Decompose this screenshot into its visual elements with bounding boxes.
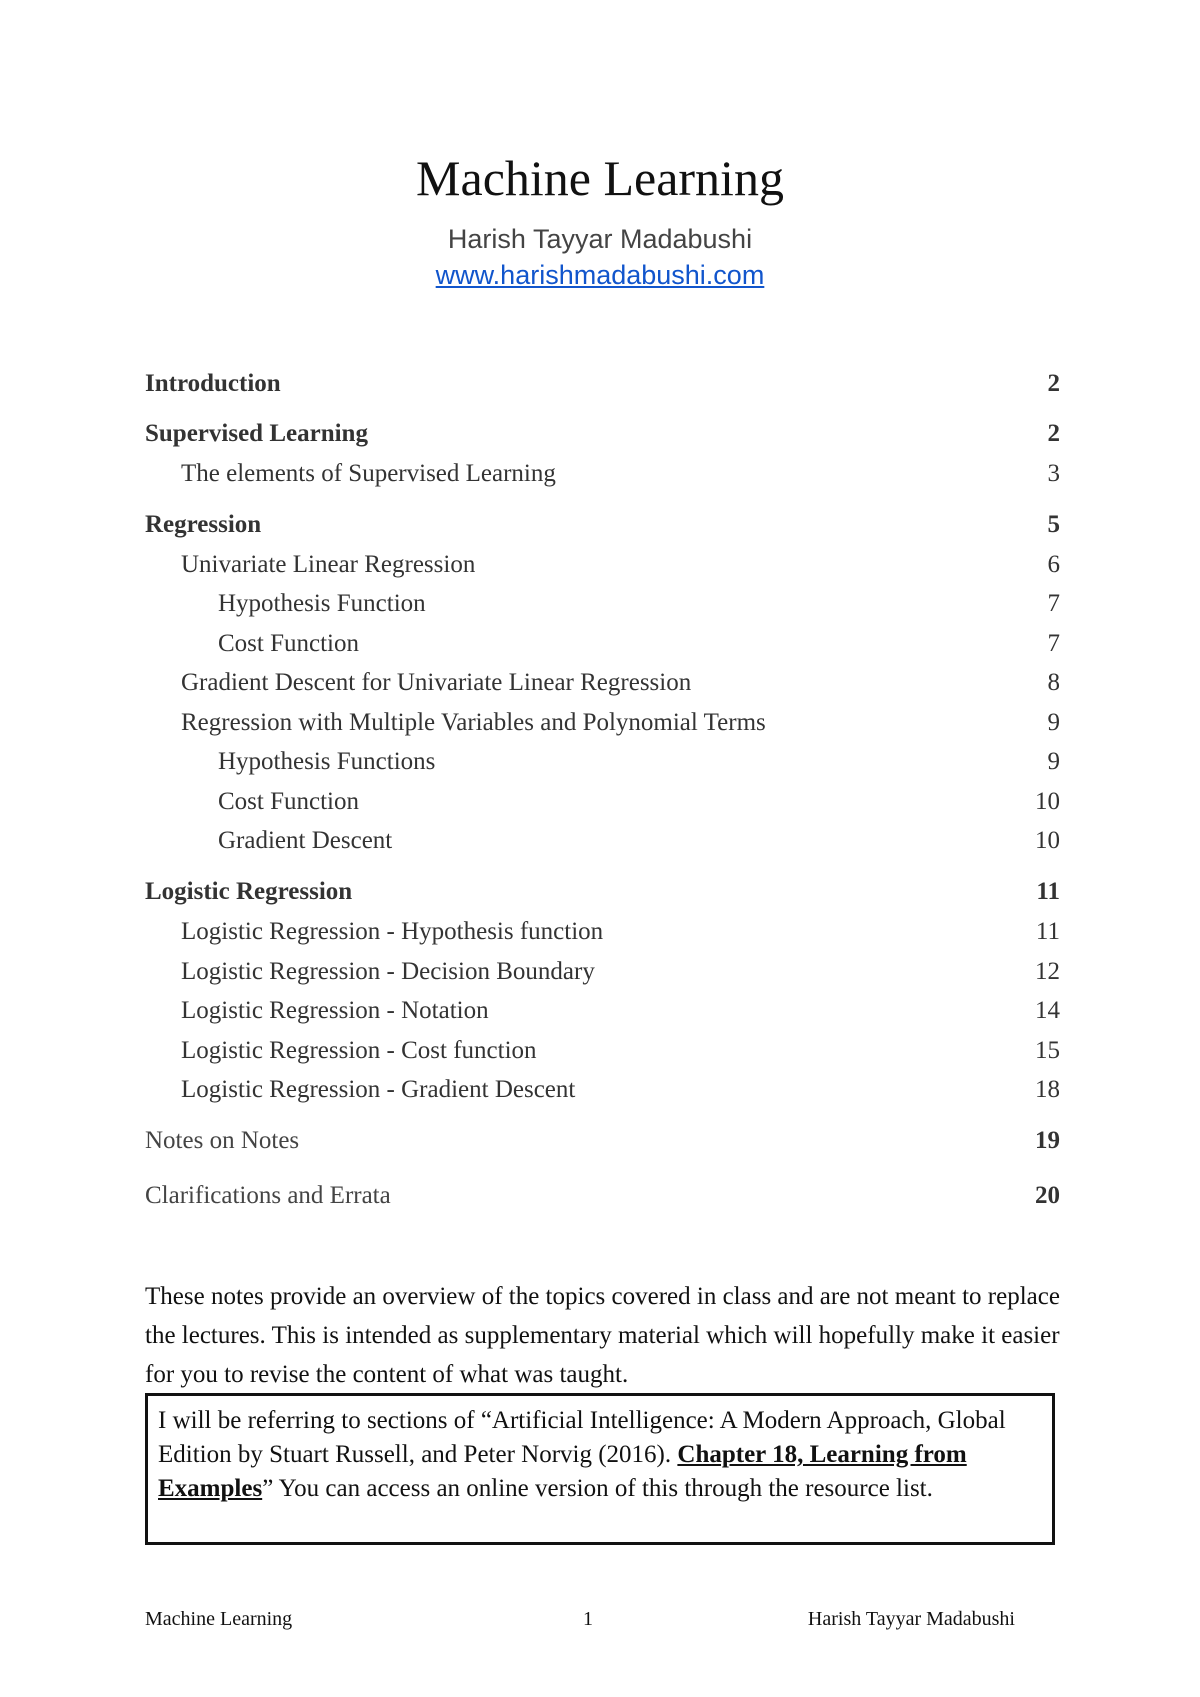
footer-page-number: 1 xyxy=(583,1608,593,1630)
intro-paragraph: These notes provide an overview of the topics covered in class and are not meant to replace the lectures. This is intended as supplementary material which will hopefully make it easier for you to revise the content of what was taught. xyxy=(145,1283,1060,1388)
toc-entry-page: 10 xyxy=(1035,788,1060,815)
chapter-link[interactable]: Chapter 18, Learning from Examples xyxy=(158,1441,967,1502)
toc-entry-page: 20 xyxy=(1035,1182,1060,1209)
toc-entry-page: 18 xyxy=(1035,1076,1060,1103)
toc-entry-logistic-decision-boundary[interactable] xyxy=(145,955,1060,989)
toc-entry-supervised-learning[interactable] xyxy=(145,417,1060,451)
page-footer xyxy=(145,1608,1015,1634)
toc-entry-label: Univariate Linear Regression xyxy=(181,551,476,578)
toc-entry-page: 9 xyxy=(1047,748,1060,775)
website-line xyxy=(0,260,1200,291)
author-name: Harish Tayyar Madabushi xyxy=(447,224,753,254)
toc-entry-hypothesis-function[interactable] xyxy=(145,587,1060,621)
toc-entry-label: Logistic Regression - Notation xyxy=(181,997,489,1024)
toc-entry-page: 11 xyxy=(1035,918,1060,945)
toc-entry-page: 10 xyxy=(1035,827,1060,854)
toc-entry-page: 7 xyxy=(1047,590,1060,617)
toc-entry-label: Supervised Learning xyxy=(145,420,368,447)
toc-entry-regression[interactable] xyxy=(145,508,1060,542)
toc-entry-cost-function-multi[interactable] xyxy=(145,785,1060,819)
toc-entry-label: Cost Function xyxy=(218,788,359,815)
toc-entry-label: Logistic Regression - Gradient Descent xyxy=(181,1076,576,1103)
footer-author: Harish Tayyar Madabushi xyxy=(807,1608,1015,1630)
toc-entry-page: 5 xyxy=(1047,511,1060,538)
toc-entry-page: 2 xyxy=(1047,420,1060,447)
toc-entry-page: 7 xyxy=(1047,630,1060,657)
footer-title: Machine Learning xyxy=(145,1608,293,1630)
toc-entry-label: The elements of Supervised Learning xyxy=(181,460,556,487)
toc-entry-label: Introduction xyxy=(145,370,281,397)
toc-entry-label: Clarifications and Errata xyxy=(145,1182,391,1209)
toc-entry-logistic-regression[interactable] xyxy=(145,875,1060,909)
website-link[interactable]: www.harishmadabushi.com xyxy=(435,260,765,290)
toc-entry-label: Regression xyxy=(145,511,262,538)
toc-entry-page: 15 xyxy=(1035,1037,1060,1064)
toc-entry-hypothesis-functions[interactable] xyxy=(145,745,1060,779)
toc-entry-page: 9 xyxy=(1047,709,1060,736)
toc-entry-logistic-notation[interactable] xyxy=(145,994,1060,1028)
toc-entry-page: 14 xyxy=(1035,997,1060,1024)
toc-entry-univariate-linear-regression[interactable] xyxy=(145,548,1060,582)
toc-entry-label: Logistic Regression xyxy=(145,878,353,905)
toc-entry-logistic-hypothesis[interactable] xyxy=(145,915,1060,949)
toc-entry-page: 2 xyxy=(1047,370,1060,397)
reference-text: I will be referring to sections of “Artificial Intelligence: A Modern Approach, Global Edition by Stuart Russell, and Peter Norvig (2016). xyxy=(158,1407,1006,1468)
toc-entry-introduction[interactable] xyxy=(145,367,1060,401)
toc-entry-multiple-variables[interactable] xyxy=(145,706,1060,740)
toc-entry-label: Gradient Descent xyxy=(218,827,393,854)
document-title: Machine Learning xyxy=(416,150,784,206)
toc-entry-label: Logistic Regression - Decision Boundary xyxy=(181,958,595,985)
toc-entry-page: 6 xyxy=(1047,551,1060,578)
toc-entry-page: 11 xyxy=(1036,878,1060,905)
toc-entry-page: 12 xyxy=(1035,958,1060,985)
toc-entry-clarifications-errata[interactable] xyxy=(145,1179,1060,1213)
toc-entry-label: Cost Function xyxy=(218,630,359,657)
toc-entry-notes-on-notes[interactable] xyxy=(145,1124,1060,1158)
toc-entry-gradient-descent[interactable] xyxy=(145,824,1060,858)
reference-text-end: ” You can access an online version of this through the resource list. xyxy=(262,1475,933,1502)
toc-entry-label: Logistic Regression - Cost function xyxy=(181,1037,537,1064)
toc-entry-label: Gradient Descent for Univariate Linear Regression xyxy=(181,669,692,696)
toc-entry-cost-function[interactable] xyxy=(145,627,1060,661)
toc-entry-label: Notes on Notes xyxy=(145,1127,300,1154)
toc-entry-page: 3 xyxy=(1047,460,1060,487)
toc-entry-label: Regression with Multiple Variables and Polynomial Terms xyxy=(181,709,766,736)
toc-entry-label: Logistic Regression - Hypothesis function xyxy=(181,918,604,945)
toc-entry-logistic-cost-function[interactable] xyxy=(145,1034,1060,1068)
toc-entry-logistic-gradient-descent[interactable] xyxy=(145,1073,1060,1107)
toc-entry-page: 19 xyxy=(1035,1127,1060,1154)
toc-entry-gradient-descent-univariate[interactable] xyxy=(145,666,1060,700)
toc-entry-elements-of-supervised-learning[interactable] xyxy=(145,457,1060,491)
toc-entry-label: Hypothesis Functions xyxy=(218,748,436,775)
reference-box xyxy=(145,1393,1055,1545)
toc-entry-label: Hypothesis Function xyxy=(218,590,426,617)
toc-entry-page: 8 xyxy=(1047,669,1060,696)
